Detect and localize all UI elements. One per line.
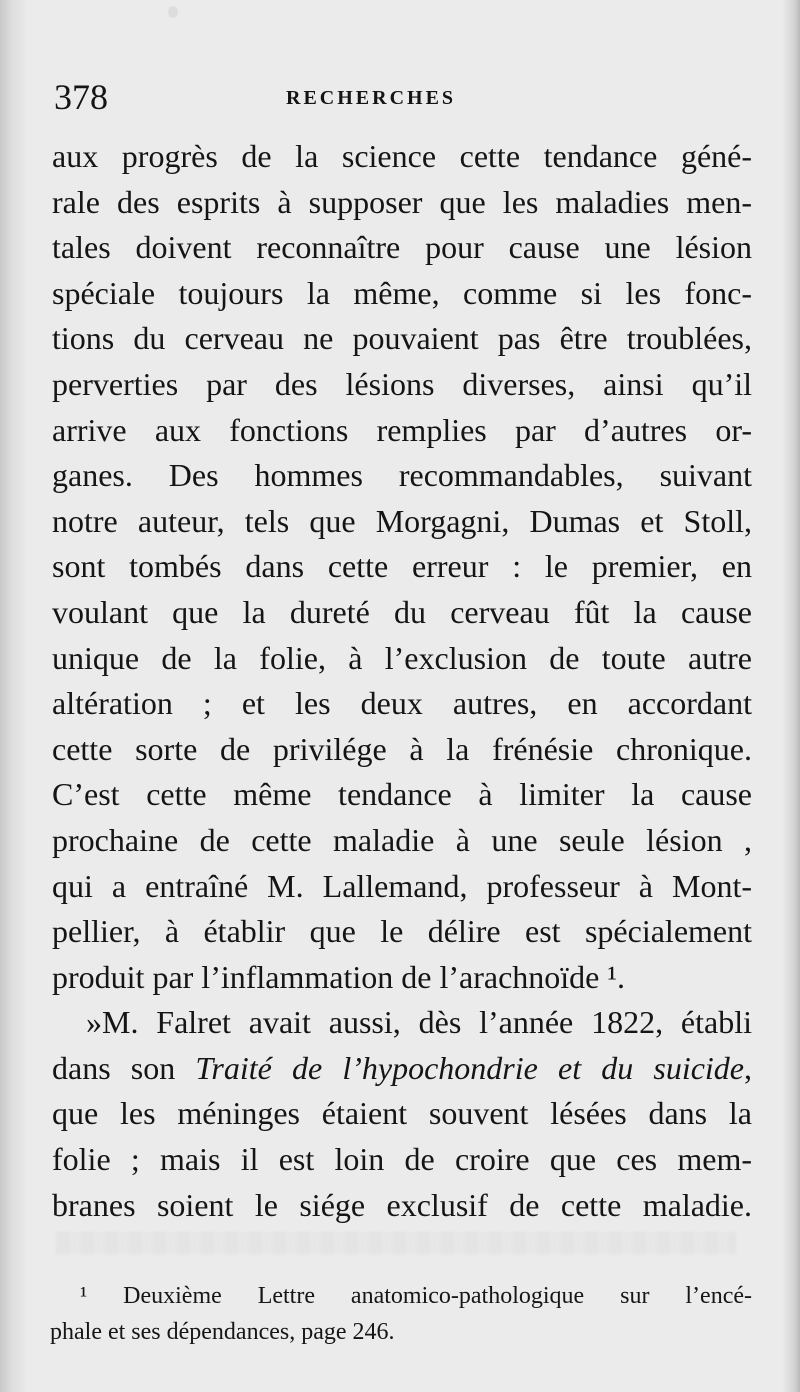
text-line: unique de la folie, à l’exclusion de toute autre [52,639,752,676]
page-edge-shadow [782,0,800,1392]
text-line: altération ; et les deux autres, en accordant [52,685,752,722]
text-line: C’est cette même tendance à limiter la cause [52,776,752,813]
text-line: pellier, à établir que le délire est spécialement [52,913,752,950]
footnote-line: phale et ses dépendances, page 246. [50,1319,395,1345]
footnote-line [80,1278,752,1314]
text-line: cette sorte de privilége à la frénésie chronique. [52,730,752,767]
footnote-text: Deuxième Lettre anatomico-pathologique sur l’encé- [123,1283,752,1309]
text-line: rale des esprits à supposer que les maladies men- [52,183,752,220]
text-line: qui a entraîné M. Lallemand, professeur à Mont- [52,867,752,904]
page-number: 378 [54,77,108,117]
running-head: RECHERCHES [286,87,457,109]
footnote [50,1278,752,1350]
show-through-text [56,1232,736,1254]
text-line: aux progrès de la science cette tendance géné- [52,138,752,174]
page-gutter-shadow [0,0,28,1392]
text-line: arrive aux fonctions remplies par d’autres or- [52,411,752,448]
text-line: dans son Traité de l’hypochondrie et du suicide, [52,1049,752,1086]
text-line: voulant que la dureté du cerveau fût la cause [52,593,752,630]
text-line: ganes. Des hommes recommandables, suivant [52,457,752,494]
text-line: tales doivent reconnaître pour cause une lésion [52,229,752,266]
page-header [54,74,754,124]
text-line: perverties par des lésions diverses, ainsi qu’il [52,365,752,402]
book-title: Traité de l’hypochondrie et du suicide [195,1049,744,1086]
text-line: sont tombés dans cette erreur : le premier, en [52,548,752,585]
text-line: tions du cerveau ne pouvaient pas être troublées, [52,320,752,357]
text-line: spéciale toujours la même, comme si les fonc- [52,274,752,311]
footnote-marker: ¹ [80,1283,88,1309]
text-line: que les méninges étaient souvent lésées dans la [52,1095,752,1132]
text-line: prochaine de cette maladie à une seule lésion , [52,821,752,858]
text-line: notre auteur, tels que Morgagni, Dumas et Stoll, [52,502,752,539]
text-line: »M. Falret avait aussi, dès l’année 1822, établi [86,1004,752,1041]
paper-smudge [168,6,178,18]
text-line: folie ; mais il est loin de croire que ces mem- [52,1141,752,1178]
text-line: branes soient le siége exclusif de cette maladie. [52,1186,752,1223]
text-line: produit par l’inflammation de l’arachnoïde ¹. [52,958,625,995]
body-text [52,134,752,1228]
